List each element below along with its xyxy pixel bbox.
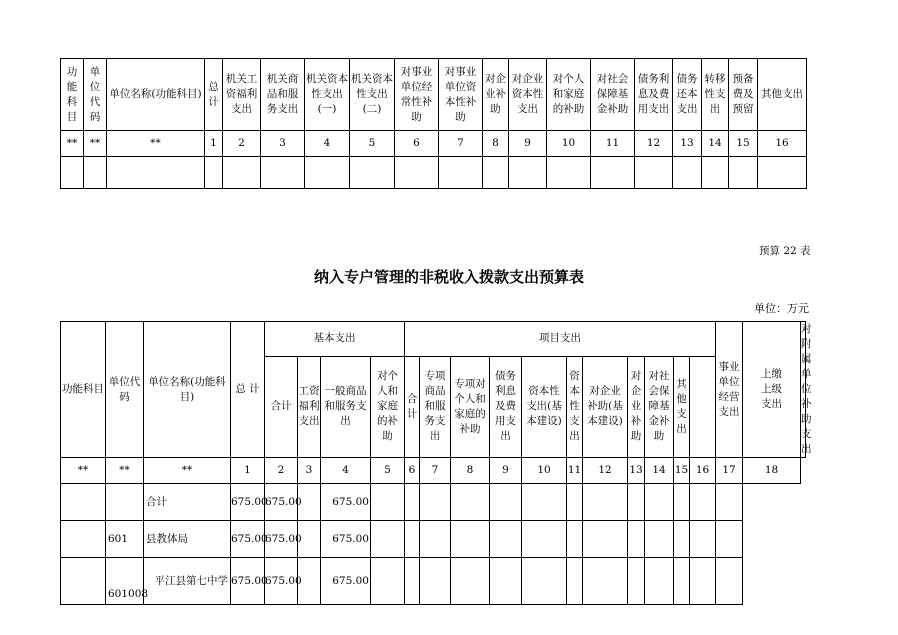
- column-header: 单位名称(功能科目): [107, 59, 205, 131]
- column-number: 14: [645, 458, 674, 484]
- column-number: 7: [439, 131, 483, 157]
- col-p-debt: 债务 利息 及费 用支 出: [490, 356, 522, 457]
- column-header: 债务 还本 支出: [673, 59, 702, 131]
- column-number: 8: [483, 131, 509, 157]
- cell-empty: [107, 157, 205, 189]
- column-header: 对企 业补 助: [483, 59, 509, 131]
- column-number: 13: [673, 131, 702, 157]
- cell-empty: [490, 484, 522, 521]
- column-number: 18: [743, 458, 801, 484]
- col-b-wage: 工资 福利 支出: [298, 356, 321, 457]
- column-number: **: [107, 131, 205, 157]
- cell-total: 675.00: [231, 484, 265, 521]
- form-number: 预算 22 表: [759, 245, 811, 257]
- cell-empty: [483, 157, 509, 189]
- cell-empty: [451, 558, 490, 605]
- cell-b-goods: 675.00: [321, 521, 371, 558]
- cell-empty: [451, 484, 490, 521]
- column-header: 单 位 代 码: [84, 59, 107, 131]
- cell-code: 601008: [106, 558, 144, 605]
- cell-total: 675.00: [231, 521, 265, 558]
- cell-empty: [405, 484, 420, 521]
- cell-empty: [371, 558, 405, 605]
- column-number: 10: [547, 131, 591, 157]
- column-number: 14: [702, 131, 729, 157]
- col-name: 单位名称(功能科目): [144, 322, 231, 458]
- cell-empty: [567, 521, 583, 558]
- cell-b-sum: 675.00: [265, 484, 298, 521]
- cell-b-sum: 675.00: [265, 558, 298, 605]
- table-row: [61, 157, 807, 189]
- table-row: [61, 521, 806, 558]
- cell-empty: [635, 157, 673, 189]
- table-row: [61, 484, 806, 521]
- cell-empty: [205, 157, 223, 189]
- cell-empty: [405, 558, 420, 605]
- column-number: **: [106, 458, 144, 484]
- column-header: 总 计: [205, 59, 223, 131]
- cell-empty: [674, 484, 690, 521]
- group-project: 项目支出: [405, 322, 716, 357]
- cell-empty: [690, 521, 716, 558]
- col-upper: 上缴 上级 支出: [743, 322, 801, 458]
- column-number: 2: [265, 458, 298, 484]
- column-header: 机关资本 性支出 (二): [350, 59, 395, 131]
- cell-empty: [305, 157, 350, 189]
- column-header: 对个人 和家庭 的补助: [547, 59, 591, 131]
- cell-empty: [567, 484, 583, 521]
- column-header: 机关工 资福利 支出: [223, 59, 261, 131]
- col-total: 总 计: [231, 322, 265, 458]
- cell-empty: [758, 157, 807, 189]
- cell-empty: [674, 558, 690, 605]
- column-header: 对社会 保障基 金补助: [591, 59, 635, 131]
- cell-empty: [673, 157, 702, 189]
- cell-empty: [350, 157, 395, 189]
- cell-empty: [645, 521, 674, 558]
- column-number: 1: [205, 131, 223, 157]
- column-number: 5: [371, 458, 405, 484]
- cell-func: [61, 521, 106, 558]
- column-number: 15: [729, 131, 758, 157]
- column-number-row: [61, 458, 806, 484]
- col-p-capital: 资 本 性 支 出: [567, 356, 583, 457]
- col-p-ent: 对 企 业 补 助: [628, 356, 645, 457]
- col-b-goods: 一般商品 和服务支 出: [321, 356, 371, 457]
- cell-empty: [628, 484, 645, 521]
- table-header-row: [61, 322, 806, 357]
- column-number: **: [61, 458, 106, 484]
- cell-empty: [716, 484, 743, 521]
- cell-empty: [395, 157, 439, 189]
- group-basic: 基本支出: [265, 322, 405, 357]
- column-number: 13: [628, 458, 645, 484]
- cell-empty: [522, 558, 567, 605]
- column-number: 12: [635, 131, 673, 157]
- cell-empty: [223, 157, 261, 189]
- column-header: 对事业 单位经 常性补 助: [395, 59, 439, 131]
- cell-empty: [420, 521, 451, 558]
- unit-label: 单位：万元: [754, 302, 809, 315]
- column-number: 5: [350, 131, 395, 157]
- cell-empty: [729, 157, 758, 189]
- column-number: 4: [321, 458, 371, 484]
- column-header: 债务利 息及费 用支出: [635, 59, 673, 131]
- col-p-family: 专项对 个人和 家庭的 补助: [451, 356, 490, 457]
- cell-empty: [583, 484, 628, 521]
- cell-empty: [645, 484, 674, 521]
- col-p-other: 其 他 支 出: [674, 356, 690, 457]
- cell-empty: [690, 484, 716, 521]
- column-number: **: [144, 458, 231, 484]
- column-number: 17: [716, 458, 743, 484]
- column-number: 4: [305, 131, 350, 157]
- column-number: 1: [231, 458, 265, 484]
- cell-empty: [261, 157, 305, 189]
- col-p-sum: 合 计: [405, 356, 420, 457]
- cell-empty: [371, 521, 405, 558]
- cell-empty: [61, 157, 84, 189]
- cell-name: 县教体局: [144, 521, 231, 558]
- cell-empty: [84, 157, 107, 189]
- column-number: 11: [567, 458, 583, 484]
- cell-empty: [716, 521, 743, 558]
- cell-empty: [439, 157, 483, 189]
- column-number: 10: [522, 458, 567, 484]
- budget-table-top: [60, 58, 807, 189]
- cell-empty: [567, 558, 583, 605]
- cell-empty: [420, 484, 451, 521]
- column-header: 其他支出: [758, 59, 807, 131]
- col-p-ent-b: 对企业 补助(基 本建设): [583, 356, 628, 457]
- cell-empty: [522, 484, 567, 521]
- col-code: 单位代 码: [106, 322, 144, 458]
- col-b-sum: 合计: [265, 356, 298, 457]
- cell-empty: [405, 521, 420, 558]
- column-number: 15: [674, 458, 690, 484]
- column-header: 对企业 资本性 支出: [509, 59, 547, 131]
- column-number: 9: [509, 131, 547, 157]
- cell-code: [106, 484, 144, 521]
- column-number: 2: [223, 131, 261, 157]
- table-row: [61, 558, 806, 605]
- column-header: 预备 费及 预留: [729, 59, 758, 131]
- col-affiliate: 对附属单位 补助支出: [801, 322, 806, 458]
- cell-empty: [716, 558, 743, 605]
- cell-empty: [451, 521, 490, 558]
- cell-empty: [628, 558, 645, 605]
- column-number: 16: [690, 458, 716, 484]
- cell-name: 合计: [144, 484, 231, 521]
- column-number: **: [61, 131, 84, 157]
- budget-table-main: [60, 321, 812, 605]
- cell-b-goods: 675.00: [321, 484, 371, 521]
- cell-empty: [522, 521, 567, 558]
- column-number: 3: [298, 458, 321, 484]
- column-number: 3: [261, 131, 305, 157]
- column-number: 7: [420, 458, 451, 484]
- col-p-capital-b: 资本性 支出(基 本建设): [522, 356, 567, 457]
- table-header-row: [61, 59, 807, 131]
- cell-func: [61, 558, 106, 605]
- column-header: 转移 性支 出: [702, 59, 729, 131]
- cell-empty: [628, 521, 645, 558]
- cell-empty: [583, 558, 628, 605]
- cell-name: 平江县第七中学: [144, 558, 231, 605]
- col-p-goods: 专项 商品 和服 务支 出: [420, 356, 451, 457]
- cell-empty: [420, 558, 451, 605]
- cell-empty: [371, 484, 405, 521]
- column-number: 6: [405, 458, 420, 484]
- page-title: 纳入专户管理的非税收入拨款支出预算表: [313, 268, 584, 286]
- column-header: 功 能 科 目: [61, 59, 84, 131]
- col-b-family: 对个 人和 家庭 的补 助: [371, 356, 405, 457]
- cell-empty: [690, 558, 716, 605]
- cell-empty: [645, 558, 674, 605]
- cell-empty: [591, 157, 635, 189]
- cell-empty: [583, 521, 628, 558]
- cell-empty: [509, 157, 547, 189]
- column-number: 12: [583, 458, 628, 484]
- column-number: 16: [758, 131, 807, 157]
- column-header: 机关资本 性支出 (一): [305, 59, 350, 131]
- cell-empty: [674, 521, 690, 558]
- col-p-social: 对社 会保 障基 金补 助: [645, 356, 674, 457]
- column-number: 9: [490, 458, 522, 484]
- cell-func: [61, 484, 106, 521]
- column-header: 机关商 品和服 务支出: [261, 59, 305, 131]
- cell-total: 675.00: [231, 558, 265, 605]
- column-number: 11: [591, 131, 635, 157]
- column-number-row: [61, 131, 807, 157]
- cell-code: 601: [106, 521, 144, 558]
- cell-b-sum: 675.00: [265, 521, 298, 558]
- cell-b-goods: 675.00: [321, 558, 371, 605]
- col-career: 事业 单位 经营 支出: [716, 322, 743, 458]
- cell-empty: [547, 157, 591, 189]
- column-number: 8: [451, 458, 490, 484]
- cell-empty: [490, 521, 522, 558]
- cell-empty: [490, 558, 522, 605]
- column-number: 6: [395, 131, 439, 157]
- column-number: **: [84, 131, 107, 157]
- col-func: 功能科目: [61, 322, 106, 458]
- cell-empty: [702, 157, 729, 189]
- column-header: 对事业 单位资 本性补 助: [439, 59, 483, 131]
